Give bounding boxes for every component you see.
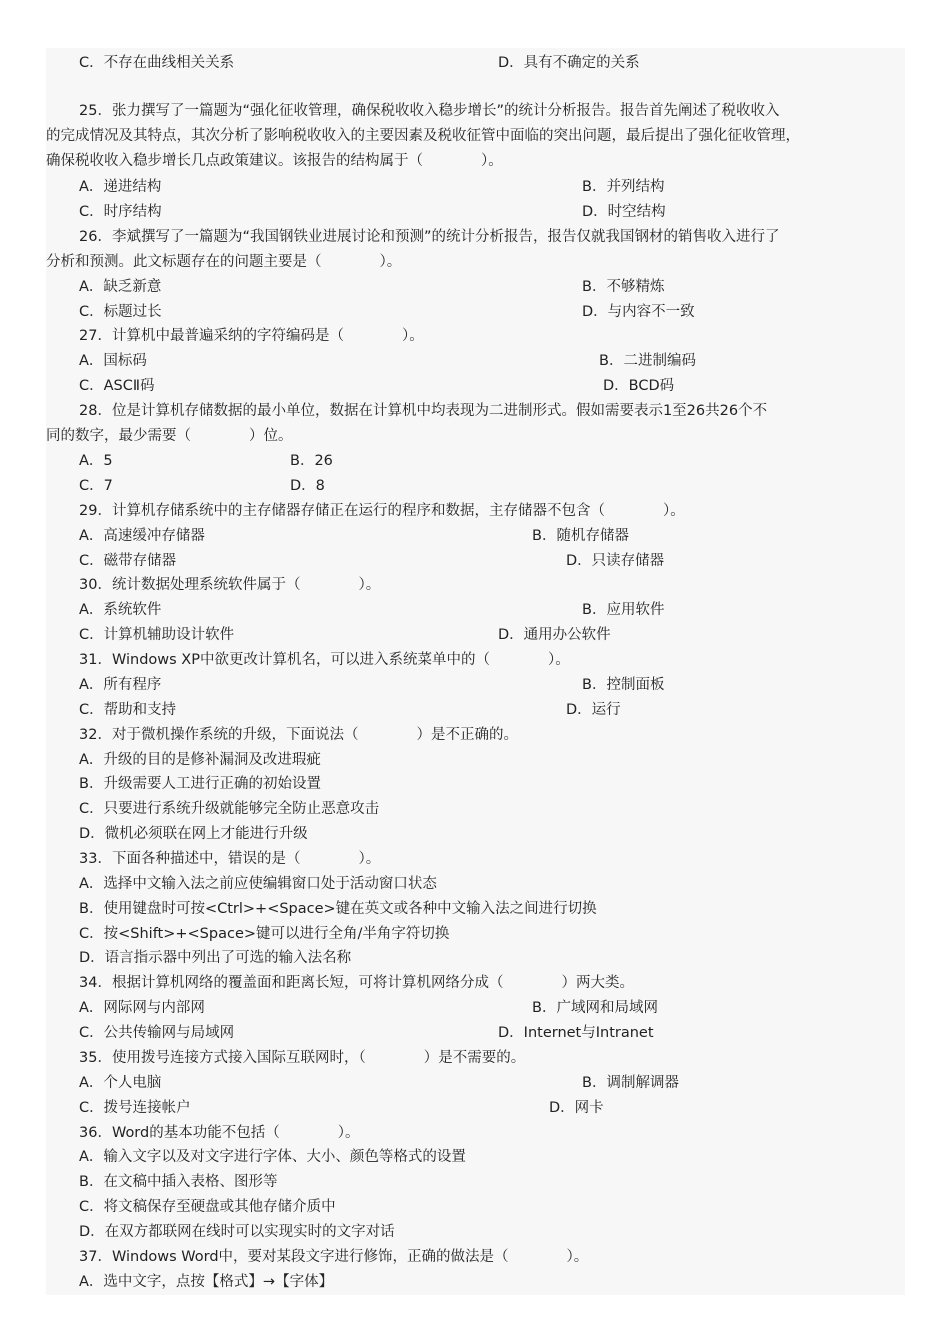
q31-option-a: A．所有程序 xyxy=(79,677,162,693)
q33-option-d: D．语言指示器中列出了可选的输入法名称 xyxy=(79,950,352,966)
q34-option-b: B．广域网和局域网 xyxy=(532,1000,658,1016)
q37-stem: 37．Windows Word中，要对某段文字进行修饰，正确的做法是（ ）。 xyxy=(79,1249,589,1265)
q25-stem-line-3: 确保税收收入稳步增长几点政策建议。该报告的结构属于（ ）。 xyxy=(46,153,503,169)
q36-option-b: B．在文稿中插入表格、图形等 xyxy=(79,1174,278,1190)
q32-option-b: B．升级需要人工进行正确的初始设置 xyxy=(79,776,321,792)
q33-option-b: B．使用键盘时可按<Ctrl>+<Space>键在英文或各种中文输入法之间进行切换 xyxy=(79,901,597,917)
q33-option-c: C．按<Shift>+<Space>键可以进行全角/半角字符切换 xyxy=(79,926,450,942)
q30-stem: 30．统计数据处理系统软件属于（ ）。 xyxy=(79,577,381,593)
q35-stem: 35．使用拨号连接方式接入国际互联网时，（ ）是不需要的。 xyxy=(79,1050,526,1066)
q25-option-c: C．时序结构 xyxy=(79,204,162,220)
q35-option-b: B．调制解调器 xyxy=(582,1075,679,1091)
q26-option-a: A．缺乏新意 xyxy=(79,279,162,295)
q30-option-b: B．应用软件 xyxy=(582,602,665,618)
q32-stem: 32．对于微机操作系统的升级，下面说法（ ）是不正确的。 xyxy=(79,727,518,743)
q35-option-d: D．网卡 xyxy=(549,1100,604,1116)
q26-option-b: B．不够精炼 xyxy=(582,279,665,295)
q26-stem-line-1: 26．李斌撰写了一篇题为“我国钢铁业进展讨论和预测”的统计分析报告，报告仅就我国钢材的销售收入进行了 xyxy=(79,229,780,245)
q31-stem: 31．Windows XP中欲更改计算机名，可以进入系统菜单中的（ ）。 xyxy=(79,652,570,668)
q25-option-b: B．并列结构 xyxy=(582,179,665,195)
q36-stem: 36．Word的基本功能不包括（ ）。 xyxy=(79,1125,360,1141)
q28-option-c: C．7 xyxy=(79,478,113,494)
q30-option-c: C．计算机辅助设计软件 xyxy=(79,627,235,643)
q26-option-c: C．标题过长 xyxy=(79,304,162,320)
q28-option-b: B．26 xyxy=(290,453,333,469)
q27-option-a: A．国标码 xyxy=(79,353,147,369)
q35-option-a: A．个人电脑 xyxy=(79,1075,162,1091)
q28-stem-line-1: 28．位是计算机存储数据的最小单位，数据在计算机中均表现为二进制形式。假如需要表示1至26共26个不 xyxy=(79,403,768,419)
q35-option-c: C．拨号连接帐户 xyxy=(79,1100,191,1116)
q34-stem: 34．根据计算机网络的覆盖面和距离长短，可将计算机网络分成（ ）两大类。 xyxy=(79,975,634,991)
q31-option-c: C．帮助和支持 xyxy=(79,702,177,718)
q30-option-a: A．系统软件 xyxy=(79,602,162,618)
q25-option-a: A．递进结构 xyxy=(79,179,162,195)
q29-option-a: A．高速缓冲存储器 xyxy=(79,528,205,544)
q24-option-c: C．不存在曲线相关关系 xyxy=(79,55,235,71)
q26-stem-line-2: 分析和预测。此文标题存在的问题主要是（ ）。 xyxy=(46,254,402,270)
q29-option-d: D．只读存储器 xyxy=(566,553,665,569)
q25-stem-line-2: 的完成情况及其特点，其次分析了影响税收收入的主要因素及税收征管中面临的突出问题，最后提出了强化征收管理， xyxy=(46,128,800,144)
q32-option-c: C．只要进行系统升级就能够完全防止恶意攻击 xyxy=(79,801,380,817)
q36-option-c: C．将文稿保存至硬盘或其他存储介质中 xyxy=(79,1199,336,1215)
q28-option-d: D．8 xyxy=(290,478,325,494)
q34-option-a: A．网际网与内部网 xyxy=(79,1000,205,1016)
q28-stem-line-2: 同的数字，最少需要（ ）位。 xyxy=(46,428,293,444)
q32-option-a: A．升级的目的是修补漏洞及改进瑕疵 xyxy=(79,752,321,768)
q27-option-d: D．BCD码 xyxy=(603,378,675,394)
q29-stem: 29．计算机存储系统中的主存储器存储正在运行的程序和数据，主存储器不包含（ ）。 xyxy=(79,503,685,519)
q27-option-c: C．ASCⅡ码 xyxy=(79,378,155,394)
q29-option-c: C．磁带存储器 xyxy=(79,553,177,569)
q28-option-a: A．5 xyxy=(79,453,113,469)
q34-option-c: C．公共传输网与局域网 xyxy=(79,1025,235,1041)
q33-stem: 33．下面各种描述中，错误的是（ ）。 xyxy=(79,851,381,867)
q25-stem-line-1: 25．张力撰写了一篇题为“强化征收管理，确保税收收入稳步增长”的统计分析报告。报告首先阐述了税收收入 xyxy=(79,103,780,119)
q27-option-b: B．二进制编码 xyxy=(599,353,696,369)
q26-option-d: D．与内容不一致 xyxy=(582,304,695,320)
q31-option-b: B．控制面板 xyxy=(582,677,665,693)
q30-option-d: D．通用办公软件 xyxy=(498,627,611,643)
q36-option-a: A．输入文字以及对文字进行字体、大小、颜色等格式的设置 xyxy=(79,1149,466,1165)
q24-option-d: D．具有不确定的关系 xyxy=(498,55,640,71)
q25-option-d: D．时空结构 xyxy=(582,204,666,220)
q33-option-a: A．选择中文输入法之前应使编辑窗口处于活动窗口状态 xyxy=(79,876,437,892)
q36-option-d: D．在双方都联网在线时可以实现实时的文字对话 xyxy=(79,1224,395,1240)
q27-stem: 27．计算机中最普遍采纳的字符编码是（ ）。 xyxy=(79,328,424,344)
q32-option-d: D．微机必须联在网上才能进行升级 xyxy=(79,826,308,842)
q34-option-d: D．Internet与Intranet xyxy=(498,1025,654,1041)
q31-option-d: D．运行 xyxy=(566,702,621,718)
q37-option-a: A．选中文字，点按【格式】→【字体】 xyxy=(79,1274,334,1290)
q29-option-b: B．随机存储器 xyxy=(532,528,629,544)
